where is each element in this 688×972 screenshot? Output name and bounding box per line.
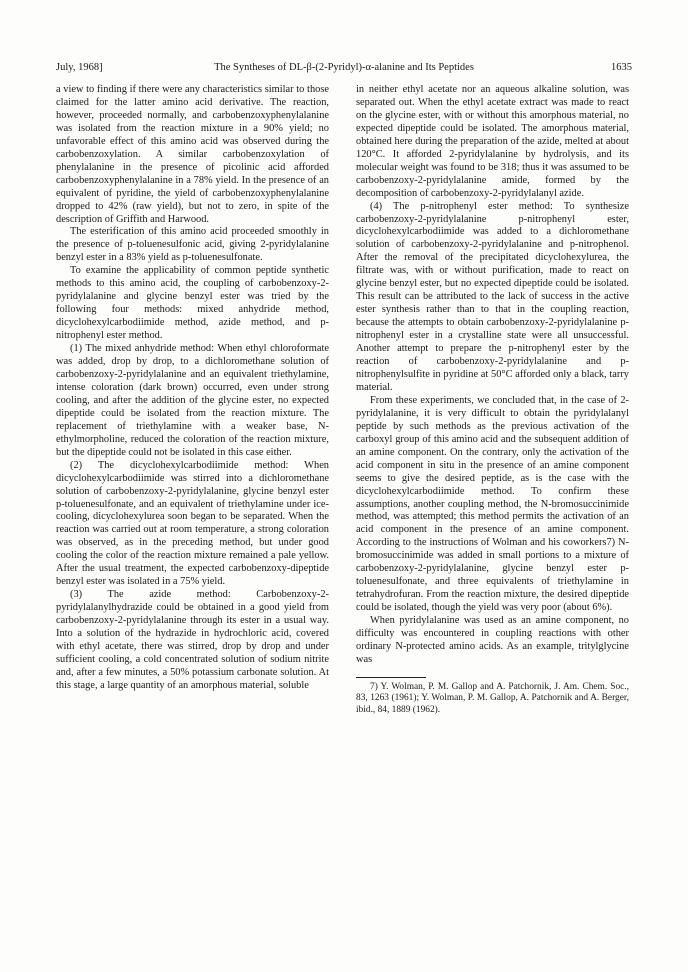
paragraph: in neither ethyl acetate nor an aqueous alkaline solution, was separated out. When the ethyl acetate extract was made to react on the glycine ester, with or without this amorphous material, no expected dipeptide could be isolated. The amorphous material, obtained here during the preparation of the azide, melted at about 120°C. It afforded 2-pyridylalanine by hydrolysis, and its molecular weight was found to be 318; thus it was assumed to be carbobenzoxy-2-pyridylalanine amide, formed by the decomposition of carbobenzoxy-2-pyridylalanyl azide. bbox=[356, 84, 629, 199]
page-number: 1635 bbox=[611, 62, 632, 73]
footnote: 7) Y. Wolman, P. M. Gallop and A. Patchornik, J. Am. Chem. Soc., 83, 1263 (1961); Y. Wolman, P. M. Gallop, A. Patchornik and A. Berger, ibid., 84, 1889 (1962). bbox=[356, 681, 629, 715]
paragraph: (2) The dicyclohexylcarbodiimide method: When dicyclohexylcarbodiimide was stirred into a dichloromethane solution of carbobenzoxy-2-pyridylalanine, glycine benzyl ester p-toluenesulfonate, and an equivalent of triethylamine under ice-cooling, dicyclohexylurea soon began to be separated. When the reaction was carried out at room temperature, a strong coloration was observed, as in the preceding method, but under good cooling the color of the reaction mixture remained a pale yellow. After the usual treatment, the expected carbobenzoxy-dipeptide benzyl ester was isolated in a 75% yield. bbox=[56, 459, 329, 588]
paragraph: From these experiments, we concluded that, in the case of 2-pyridylalanine, it is very difficult to obtain the pyridylalanyl peptide by such methods as the previous activation of the carboxyl group of this amino acid and the subsequent addition of an amine component. On the contrary, only the activation of the acid component in situ in the presence of an amine component seems to give the desired peptide, as is the case with the dicyclohexylcarbodiimide method. To confirm these assumptions, another coupling method, the N-bromosuccinimide method, was attempted; this method permits the activation of an acid component in the presence of an amine component. According to the instructions of Wolman and his coworkers7) N-bromosuccinimide was added in small portions to a mixture of carbobenzoxy-2-pyridylalanine, glycine benzyl ester p-toluenesulfonate, and three equivalents of triethylamine in tetrahydrofuran. From the reaction mixture, the desired dipeptide could be isolated, though the yield was very poor (about 6%). bbox=[356, 394, 629, 614]
header-date: July, 1968] bbox=[56, 62, 103, 73]
header-title: The Syntheses of DL-β-(2-Pyridyl)-α-alanine and Its Peptides bbox=[214, 62, 474, 73]
paragraph: a view to finding if there were any characteristics similar to those claimed for the latter amino acid derivative. The reaction, however, proceeded normally, and carbobenzoxyphenylalanine was isolated from the reaction mixture in a 90% yield; no unfavorable effect of this amino acid was observed during the carbobenzoxylation. A similar carbobenzoxylation of phenylalanine in the presence of picolinic acid afforded carbobenzoxyphenylalanine in a 78% yield. In the presence of an equivalent of pyridine, the yield of carbobenzoxyphenylalanine dropped to 42% (raw yield), but not to zero, in spite of the description of Griffith and Harwood. bbox=[56, 84, 329, 225]
paragraph: The esterification of this amino acid proceeded smoothly in the presence of p-toluenesulfonic acid, giving 2-pyridylalanine benzyl ester in a 83% yield as p-toluenesulfonate. bbox=[56, 226, 329, 264]
running-header bbox=[56, 60, 632, 76]
left-column bbox=[56, 84, 329, 693]
paragraph: When pyridylalanine was used as an amine component, no difficulty was encountered in coupling reactions with other ordinary N-protected amino acids. As an example, tritylglycine was bbox=[356, 615, 629, 665]
footnote-divider bbox=[356, 677, 426, 678]
paragraph: To examine the applicability of common peptide synthetic methods to this amino acid, the coupling of carbobenzoxy-2-pyridylalanine and glycine benzyl ester was tried by the following four methods: mixed anhydride method, dicyclohexylcarbodiimide method, azide method, and p-nitrophenyl ester method. bbox=[56, 265, 329, 342]
paragraph: (1) The mixed anhydride method: When ethyl chloroformate was added, drop by drop, to a dichloromethane solution of carbobenzoxy-2-pyridylalanine and an equivalent triethylamine, intense coloration (dark brown) occurred, even under strong cooling, and after the addition of the glycine ester, no expected dipeptide could be isolated from the reaction mixture. The replacement of triethylamine with a weaker base, N-ethylmorpholine, reduced the coloration of the reaction mixture, but the dipeptide could not be isolated in this case either. bbox=[56, 343, 329, 458]
paragraph: (3) The azide method: Carbobenzoxy-2-pyridylalanylhydrazide could be obtained in a good yield from carbobenzoxy-2-pyridylalanine through its ester in a usual way. Into a solution of the hydrazide in hydrochloric acid, covered with ethyl acetate, there was stirred, drop by drop and under sufficient cooling, a cold concentrated solution of sodium nitrite and, after a few minutes, a 50% potassium carbonate solution. At this stage, a large quantity of an amorphous material, soluble bbox=[56, 589, 329, 691]
paragraph: (4) The p-nitrophenyl ester method: To synthesize carbobenzoxy-2-pyridylalanine p-nitrophenyl ester, dicyclohexylcarbodiimide was added to a dichloromethane solution of carbobenzoxy-2-pyridylalanine and p-nitrophenol. After the removal of the precipitated dicyclohexylurea, the filtrate was, with or without purification, made to react on glycine benzyl ester, but no expected dipeptide could be isolated. This result can be attributed to the lack of success in the active ester synthesis rather than to that in the coupling reaction, because the attempts to obtain carbobenzoxy-2-pyridylalanine p-nitrophenyl ester in a crystalline state were all unsuccessful. Another attempt to prepare the p-nitrophenyl ester by the reaction of carbobenzoxy-2-pyridylalanine and p-nitrophenylsulfite in pyridine at 50°C afforded only a black, tarry material. bbox=[356, 200, 629, 393]
right-column bbox=[356, 84, 629, 716]
